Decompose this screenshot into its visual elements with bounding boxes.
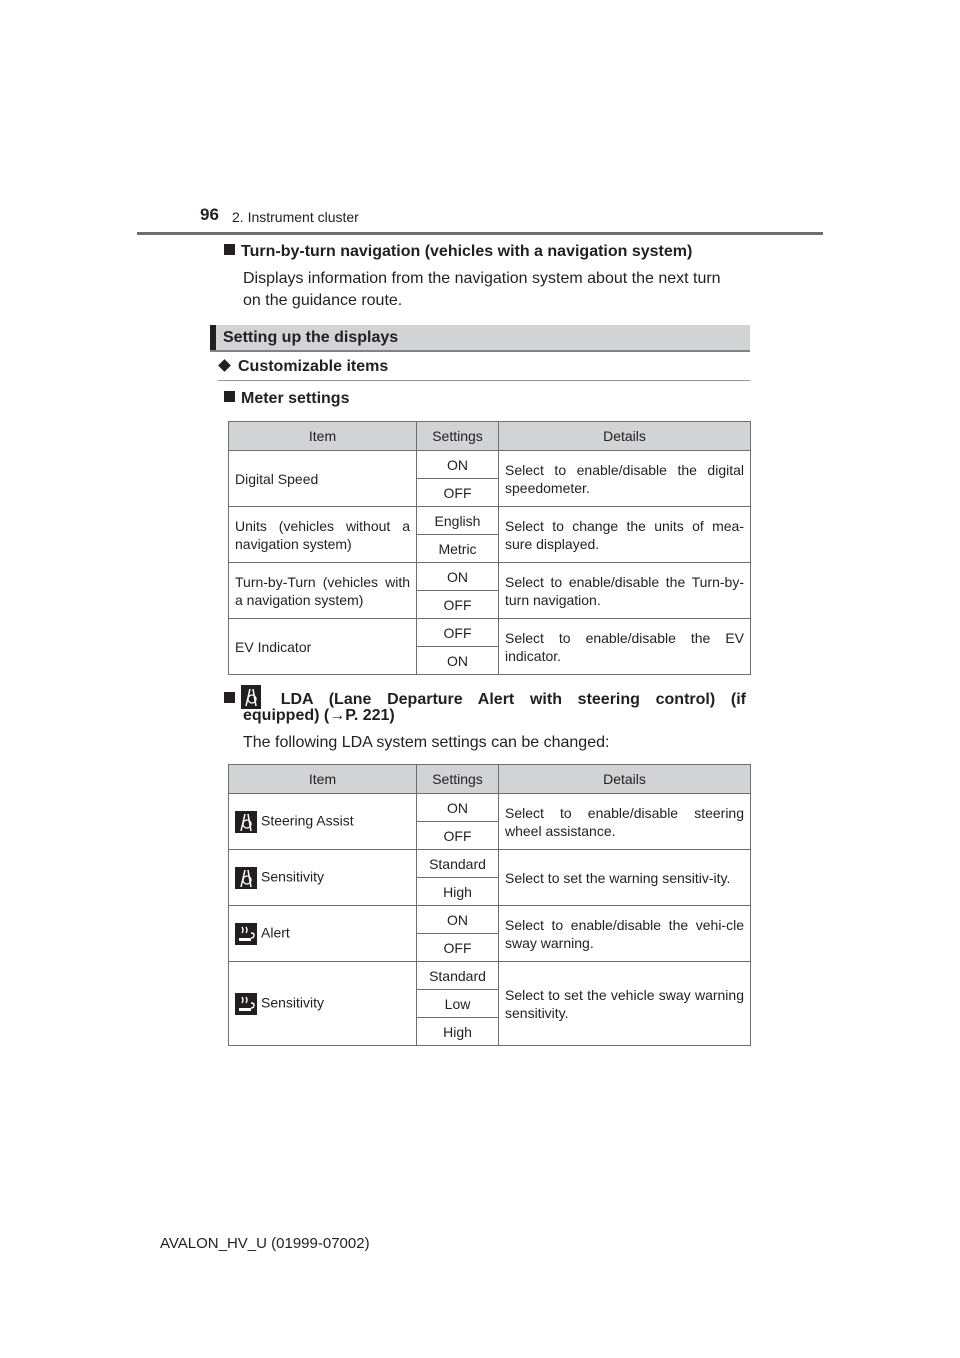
row-setting: High: [417, 878, 499, 906]
meter-settings-heading-text: Meter settings: [241, 390, 350, 407]
banner-bar: [210, 325, 216, 350]
row-item: [229, 962, 417, 1046]
lda-steering-icon: [241, 685, 261, 709]
column-header-item: Item: [229, 765, 417, 794]
row-setting: Low: [417, 990, 499, 1018]
lda-body: The following LDA system settings can be changed:: [243, 734, 610, 751]
arrow-icon: →: [329, 707, 346, 724]
row-setting: Standard: [417, 962, 499, 990]
turn-by-turn-body-line1: Displays information from the navigation system about the next turn: [243, 270, 721, 287]
row-details: Select to set the warning sensitiv-ity.: [499, 850, 751, 906]
lda-heading-text: LDA (Lane Departure Alert with steering control) (if: [280, 691, 746, 708]
row-setting: ON: [417, 563, 499, 591]
row-item-text: Sensitivity: [261, 994, 325, 1011]
turn-by-turn-heading-text: Turn-by-turn navigation (vehicles with a navigation system): [241, 243, 693, 260]
table-row: [229, 962, 751, 990]
row-setting: English: [417, 507, 499, 535]
column-header-details: Details: [499, 765, 751, 794]
row-item: Turn-by-Turn (vehicles with a navigation system): [229, 563, 417, 619]
row-item-text: Steering Assist: [261, 812, 354, 829]
row-setting: ON: [417, 906, 499, 934]
row-item: [229, 850, 417, 906]
lda-heading-line1: [224, 685, 746, 709]
section-title: Setting up the displays: [223, 329, 399, 346]
row-details: Select to enable/disable the digital speedometer.: [499, 451, 751, 507]
table-row: [229, 451, 751, 479]
square-bullet-icon: [224, 244, 235, 255]
table-row: [229, 906, 751, 934]
row-item: [229, 906, 417, 962]
header-rule: [137, 232, 823, 235]
row-item: EV Indicator: [229, 619, 417, 675]
row-item: Digital Speed: [229, 451, 417, 507]
square-bullet-icon: [224, 692, 235, 703]
sway-warning-icon: [235, 993, 257, 1015]
table-header-row: [229, 422, 751, 451]
lda-heading-text2: equipped) (: [243, 707, 330, 724]
sway-warning-icon: [235, 923, 257, 945]
page-number: 96: [200, 205, 219, 224]
table-row: [229, 563, 751, 591]
row-setting: ON: [417, 794, 499, 822]
row-setting: Metric: [417, 535, 499, 563]
row-item: Units (vehicles without a navigation system): [229, 507, 417, 563]
column-header-settings: Settings: [417, 765, 499, 794]
lda-settings-table: [228, 764, 751, 1046]
customizable-heading-text: Customizable items: [238, 358, 389, 375]
column-header-details: Details: [499, 422, 751, 451]
row-setting: OFF: [417, 479, 499, 507]
row-details: Select to enable/disable steering wheel assistance.: [499, 794, 751, 850]
row-setting: High: [417, 1018, 499, 1046]
turn-by-turn-heading: [224, 243, 692, 261]
row-details: Select to set the vehicle sway warning sensitivity.: [499, 962, 751, 1046]
column-header-item: Item: [229, 422, 417, 451]
table-row: [229, 850, 751, 878]
customizable-heading: [218, 358, 388, 376]
turn-by-turn-body-line2: on the guidance route.: [243, 292, 403, 309]
lda-steering-icon: [235, 867, 257, 889]
row-item-text: Alert: [261, 924, 290, 941]
meter-settings-table: [228, 421, 751, 675]
table-row: [229, 507, 751, 535]
table-header-row: [229, 765, 751, 794]
table-row: [229, 794, 751, 822]
row-details: Select to enable/disable the Turn-by-turn navigation.: [499, 563, 751, 619]
meter-settings-heading: [224, 390, 349, 408]
column-header-settings: Settings: [417, 422, 499, 451]
row-details: Select to change the units of mea-sure displayed.: [499, 507, 751, 563]
square-bullet-icon: [224, 391, 235, 402]
row-setting: Standard: [417, 850, 499, 878]
footer-model-code: AVALON_HV_U (01999-07002): [160, 1235, 370, 1252]
row-details: Select to enable/disable the EV indicator.: [499, 619, 751, 675]
row-setting: OFF: [417, 591, 499, 619]
row-details: Select to enable/disable the vehi-cle sway warning.: [499, 906, 751, 962]
row-setting: OFF: [417, 822, 499, 850]
turn-by-turn-body: [243, 268, 721, 312]
row-setting: ON: [417, 451, 499, 479]
row-setting: ON: [417, 647, 499, 675]
row-item-text: Sensitivity: [261, 868, 325, 885]
diamond-bullet-icon: [218, 359, 231, 372]
lda-steering-icon: [235, 811, 257, 833]
table-row: [229, 619, 751, 647]
customizable-rule: [218, 380, 750, 381]
chapter-title: 2. Instrument cluster: [232, 209, 359, 225]
page-reference-link[interactable]: P. 221): [345, 707, 395, 724]
row-setting: OFF: [417, 934, 499, 962]
row-setting: OFF: [417, 619, 499, 647]
section-banner: [210, 325, 750, 352]
lda-heading-line2: [243, 707, 395, 725]
row-item: [229, 794, 417, 850]
